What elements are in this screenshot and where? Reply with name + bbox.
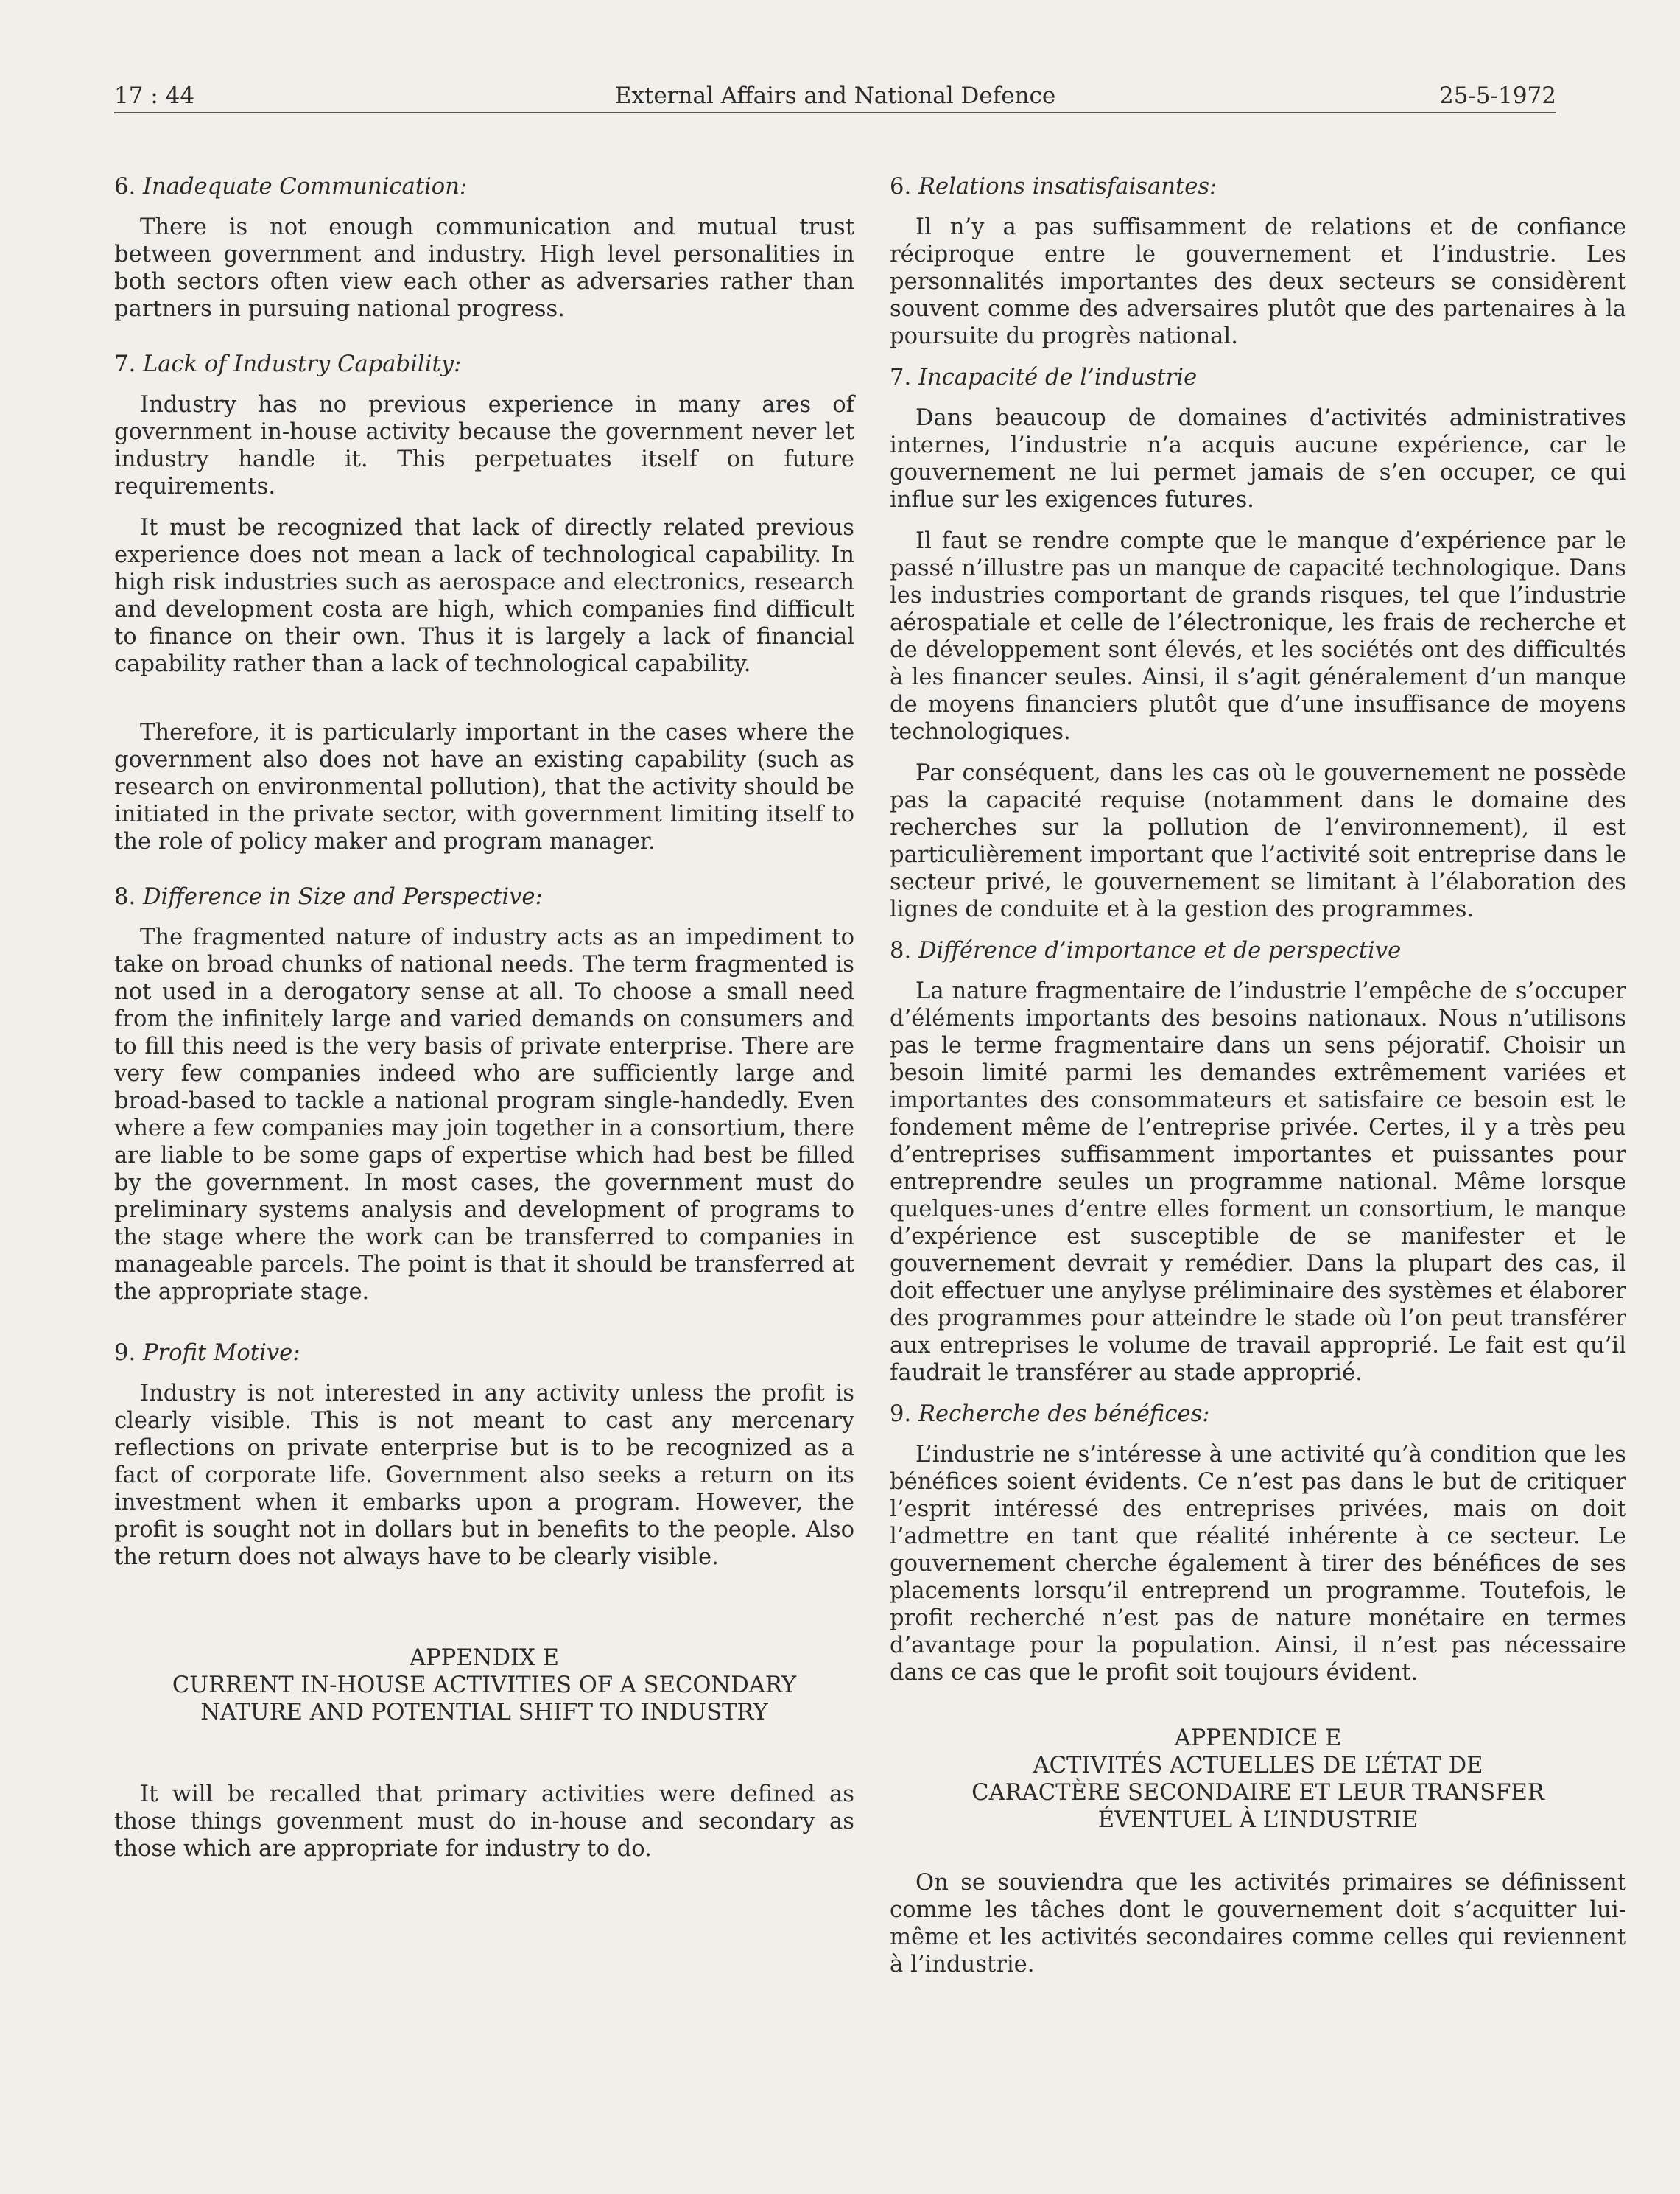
paragraph: It will be recalled that primary activities were defined as those things govenment must do in-house and secondary as those which are appropriate for industry to do. <box>114 1781 854 1862</box>
paragraph: Dans beaucoup de domaines d’activités administratives internes, l’industrie n’a acquis aucune expérience, car le gouvernement ne lui permet jamais de s’en occuper, ce qui influe sur les exigences futures. <box>890 405 1626 513</box>
section-title: Relations insatisfaisantes: <box>918 174 1217 200</box>
header-date: 25-5-1972 <box>1438 83 1556 109</box>
appendix-title-line: NATURE AND POTENTIAL SHIFT TO INDUSTRY <box>200 1700 768 1725</box>
section-heading <box>890 173 1626 200</box>
paragraph: It must be recognized that lack of directly related previous experience does not mean a lack of technological capability. In high risk industries such as aerospace and electronics, research and development costa are high, which companies find difficult to finance on their own. Thus it is largely a lack of financial capability rather than a lack of technological capability. <box>114 515 854 677</box>
section-number: 6. <box>890 174 912 200</box>
section-number: 7. <box>114 351 136 377</box>
section-heading <box>114 173 854 200</box>
section-title: Lack of Industry Capability: <box>142 351 462 377</box>
english-column <box>114 173 854 1876</box>
appendix-label: APPENDIX E <box>410 1645 559 1671</box>
section-heading <box>890 937 1626 964</box>
paragraph: Industry is not interested in any activity unless the profit is clearly visible. This is not meant to cast any mercenary reflections on private enterprise but is to be recognized as a fact of corporate life. Government also seeks a return on its investment when it embarks upon a program. However, the profit is sought not in dollars but in benefits to the people. Also the return does not always have to be clearly visible. <box>114 1381 854 1570</box>
section-heading <box>890 364 1626 391</box>
section-title: Recherche des bénéfices: <box>918 1401 1210 1427</box>
paragraph: Par conséquent, dans les cas où le gouvernement ne possède pas la capacité requise (notamment dans le domaine des recherches sur la pollution de l’environnement), il est particulièrement important que l’activité soit entreprise dans le secteur privé, le gouvernement se limitant à l’élaboration des lignes de conduite et à la gestion des programmes. <box>890 760 1626 922</box>
appendix-label: APPENDICE E <box>1174 1725 1342 1751</box>
section-number: 7. <box>890 365 912 390</box>
paragraph: Il faut se rendre compte que le manque d’expérience par le passé n’illustre pas un manque de capacité technologique. Dans les industries comportant de grands risques, tel que l’industrie aérospatiale et celle de l’électronique, les frais de recherche et de développement sont élevés, et les sociétés ont des difficultés à les financer seules. Ainsi, il s’agit généralement d’un manque de moyens financiers plutôt que d’une insuffisance de moyens technologiques. <box>890 528 1626 745</box>
section-number: 6. <box>114 174 136 200</box>
paragraph: Il n’y a pas suffisamment de relations et de confiance réciproque entre le gouvernement et l’industrie. Les personnalités importantes des deux secteurs se considèrent souvent comme des adversaires plutôt que des partenaires à la poursuite du progrès national. <box>890 214 1626 349</box>
appendix-heading <box>890 1725 1626 1834</box>
paragraph: There is not enough communication and mutual trust between government and industry. High level personalities in both sectors often view each other as adversaries rather than partners in pursuing national progress. <box>114 214 854 322</box>
section-title: Profit Motive: <box>142 1340 300 1366</box>
section-heading <box>114 883 854 911</box>
paragraph: On se souviendra que les activités primaires se définissent comme les tâches dont le gouvernement doit s’acquitter lui-même et les activités secondaires comme celles qui reviennent à l’industrie. <box>890 1870 1626 1977</box>
paragraph: L’industrie ne s’intéresse à une activité qu’à condition que les bénéfices soient évidents. Ce n’est pas dans le but de critiquer l’esprit intéressé des entreprises privées, mais on doit l’admettre en tant que réalité inhérente à ce secteur. Le gouvernement cherche également à tirer des bénéfices de ses placements lorsqu’il entreprend un programme. Toutefois, le profit recherché n’est pas de nature monétaire en termes d’avantage pour la population. Ainsi, il n’est pas nécessaire dans ce cas que le profit soit toujours évident. <box>890 1442 1626 1686</box>
section-number: 9. <box>114 1340 136 1366</box>
section-number: 9. <box>890 1401 912 1427</box>
section-title: Inadequate Communication: <box>142 174 468 200</box>
section-number: 8. <box>114 884 136 910</box>
section-title: Différence d’importance et de perspective <box>918 938 1402 964</box>
french-column <box>890 173 1626 1992</box>
section-title: Incapacité de l’industrie <box>918 365 1198 390</box>
page-number: 17 : 44 <box>114 83 195 109</box>
running-header <box>114 80 1556 113</box>
header-title: External Affairs and National Defence <box>614 83 1056 109</box>
appendix-title-line: ÉVENTUEL À L’INDUSTRIE <box>1097 1807 1419 1833</box>
appendix-title-line: CARACTÈRE SECONDAIRE ET LEUR TRANSFER <box>971 1780 1544 1806</box>
paragraph: The fragmented nature of industry acts as an impediment to take on broad chunks of national needs. The term fragmented is not used in a derogatory sense at all. To choose a small need from the infinitely large and varied demands on consumers and to fill this need is the very basis of private enterprise. There are very few companies indeed who are sufficiently large and broad-based to tackle a national program single-handedly. Even where a few companies may join together in a consortium, there are liable to be some gaps of expertise which had best be filled by the government. In most cases, the government must do preliminary systems analysis and development of programs to the stage where the work can be transferred to companies in manageable parcels. The point is that it should be transferred at the appropriate stage. <box>114 925 854 1305</box>
appendix-title-line: ACTIVITÉS ACTUELLES DE L’ÉTAT DE <box>1033 1753 1483 1778</box>
appendix-title-line: CURRENT IN-HOUSE ACTIVITIES OF A SECONDARY <box>172 1672 797 1698</box>
section-heading <box>114 1339 854 1367</box>
section-heading <box>114 351 854 378</box>
paragraph: La nature fragmentaire de l’industrie l’empêche de s’occuper d’éléments importants des besoins nationaux. Nous n’utilisons pas le terme fragmentaire dans un sens péjoratif. Choisir un besoin limité parmi les demandes extrêmement variées et importantes des consommateurs et satisfaire ce besoin est le fondement même de l’entreprise privée. Certes, il y a très peu d’entreprises suffisamment importantes et puissantes pour entreprendre seules un programme national. Même lorsque quelques-unes d’entre elles forment un consortium, le manque d’expérience est susceptible de se manifester et le gouvernement devrait y remédier. Dans la plupart des cas, il doit effectuer une anylyse préliminaire des systèmes et élaborer des programmes pour atteindre le stade où l’on peut transférer aux entreprises le volume de travail approprié. Le fait est qu’il faudrait le transférer au stade approprié. <box>890 978 1626 1386</box>
section-title: Difference in Size and Perspective: <box>142 884 543 910</box>
paragraph: Therefore, it is particularly important in the cases where the government also does not have an existing capability (such as research on environmental pollution), that the activity should be initiated in the private sector, with government limiting itself to the role of policy maker and program manager. <box>114 720 854 855</box>
appendix-heading <box>114 1644 854 1726</box>
paragraph: Industry has no previous experience in many ares of government in-house activity because the government never let industry handle it. This perpetuates itself on future requirements. <box>114 392 854 500</box>
section-number: 8. <box>890 938 912 964</box>
section-heading <box>890 1401 1626 1428</box>
